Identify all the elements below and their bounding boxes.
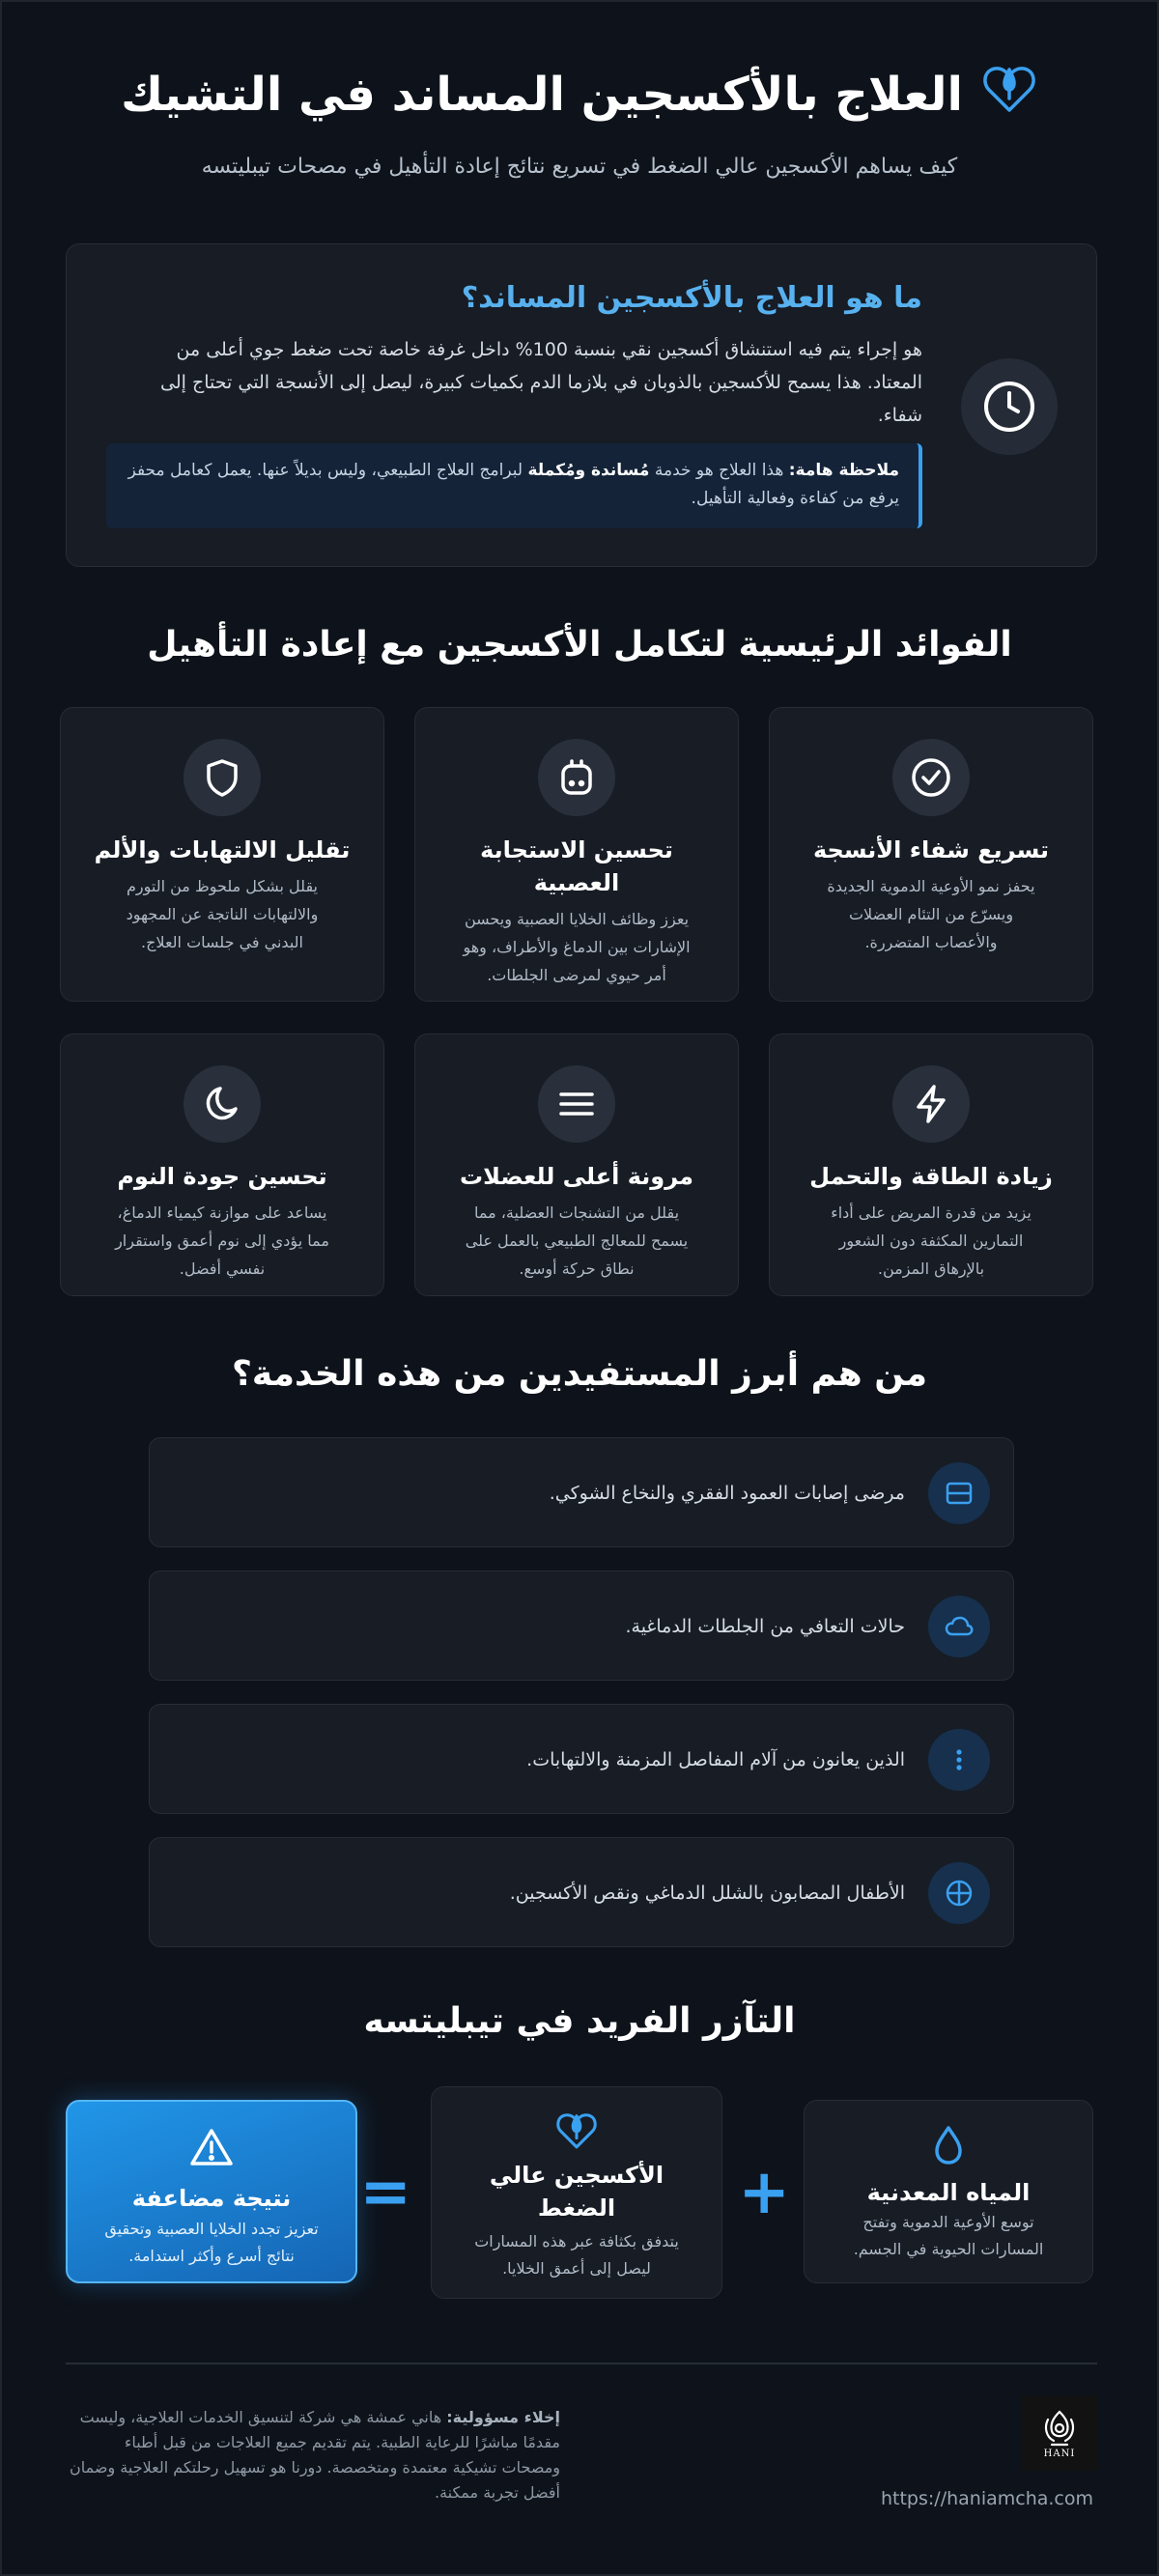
- benefit-title: تحسين جودة النوم: [117, 1163, 327, 1190]
- benefit-card: [60, 1033, 384, 1296]
- lightning-icon: [892, 1065, 970, 1143]
- benefit-desc: يحفز نمو الأوعية الدموية الجديدة ويسرّع من التئام العضلات والأعصاب المتضررة.: [827, 877, 1035, 951]
- benefit-card: [414, 707, 739, 1002]
- synergy-title: التآزر الفريد في تيبليتسه: [363, 2001, 796, 2041]
- warning-triangle-icon: [68, 2127, 355, 2171]
- note-bold: مُساندة ومُكملة: [527, 461, 650, 480]
- moon-icon: [184, 1065, 261, 1143]
- plus-sign: +: [738, 2157, 790, 2228]
- oxygen-card: [431, 2086, 722, 2299]
- heart-drop-icon: [980, 60, 1038, 129]
- benefit-card: [769, 707, 1093, 1002]
- brain-chip-icon: [538, 739, 615, 816]
- result-desc: تعزيز تجدد الخلايا العصبية وتحقيق نتائج أسرع وأكثر استدامة.: [104, 2220, 319, 2265]
- disclaimer-label: إخلاء مسؤولية:: [446, 2408, 560, 2426]
- benefit-card: [60, 707, 384, 1002]
- benefit-card: [769, 1033, 1093, 1296]
- menu-lines-icon: [538, 1065, 615, 1143]
- benefit-title: تسريع شفاء الأنسجة: [812, 836, 1050, 863]
- website-link[interactable]: https://haniamcha.com: [880, 2488, 1093, 2509]
- footer-divider: [66, 2363, 1097, 2364]
- beneficiary-row: [149, 1571, 1014, 1681]
- page-title-text: العلاج بالأكسجين المساند في التشيك: [121, 68, 963, 122]
- crosshair-circle-icon: [928, 1862, 990, 1924]
- benefit-desc: يساعد على موازنة كيمياء الدماغ، مما يؤدي إلى نوم أعمق واستقرار نفسي أفضل.: [115, 1203, 329, 1278]
- intro-heading: ما هو العلاج بالأكسجين المساند؟: [461, 281, 922, 315]
- result-card: [66, 2100, 357, 2283]
- benefit-title: تقليل الالتهابات والألم: [94, 836, 351, 863]
- page-title: [121, 60, 1038, 129]
- benefit-desc: يقلل بشكل ملحوظ من التورم والالتهابات الناتجة عن المجهود البدني في جلسات العلاج.: [126, 877, 319, 951]
- result-title: نتيجة مضاعفة: [131, 2185, 292, 2212]
- benefit-card: [414, 1033, 739, 1296]
- spine-icon: [928, 1462, 990, 1524]
- beneficiary-row: [149, 1837, 1014, 1947]
- shield-icon: [184, 739, 261, 816]
- beneficiary-row: [149, 1437, 1014, 1547]
- beneficiary-text: الأطفال المصابون بالشلل الدماغي ونقص الأكسجين.: [509, 1882, 905, 1904]
- disclaimer-text: هاني عمشة هي شركة لتنسيق الخدمات العلاجية، وليست مقدمًا مباشرًا للرعاية الطبية. يتم تقديم جميع العلاجات من قبل أطباء ومصحات تشيكية معتمدة ومتخصصة. دورنا هو تسهيل رحلتكم العلاجية وضمان أفضل تجربة ممكنة.: [70, 2408, 560, 2502]
- intro-body: هو إجراء يتم فيه استنشاق أكسجين نقي بنسبة 100% داخل غرفة خاصة تحت ضغط جوي أعلى من المعتاد. هذا يسمح للأكسجين بالذوبان في بلازما الدم بكميات كبيرة، ليصل إلى الأنسجة التي تحتاج إلى شفاء.: [160, 339, 922, 426]
- note-text-1: هذا العلاج هو خدمة: [649, 461, 789, 480]
- important-note: [106, 443, 922, 528]
- benefit-title: تحسين الاستجابة العصبية: [480, 836, 673, 896]
- note-label: ملاحظة هامة:: [788, 461, 899, 480]
- note-text-2: لبرامج العلاج الطبيعي، وليس بديلاً عنها. يعمل كعامل محفز يرفع من كفاءة وفعالية التأهيل.: [127, 461, 899, 508]
- beneficiary-text: الذين يعانون من آلام المفاصل المزمنة والالتهابات.: [526, 1749, 905, 1770]
- equals-sign: =: [359, 2157, 411, 2228]
- beneficiaries-title: من هم أبرز المستفيدين من هذه الخدمة؟: [232, 1354, 927, 1394]
- benefits-title: الفوائد الرئيسية لتكامل الأكسجين مع إعادة التأهيل: [147, 625, 1012, 665]
- synergy-card-title: المياه المعدنية: [866, 2179, 1031, 2206]
- synergy-card-desc: توسع الأوعية الدموية وتفتح المسارات الحيوية في الجسم.: [853, 2213, 1044, 2258]
- disclaimer: [66, 2405, 560, 2505]
- benefit-title: مرونة أعلى للعضلات: [459, 1163, 694, 1190]
- intro-card: [66, 243, 1097, 567]
- clock-icon: [961, 358, 1058, 455]
- synergy-card-desc: يتدفق بكثافة عبر هذه المسارات ليصل إلى أعمق الخلايا.: [474, 2232, 679, 2278]
- benefit-title: زيادة الطاقة والتحمل: [809, 1163, 1053, 1190]
- cloud-icon: [928, 1596, 990, 1657]
- synergy-card-title: الأكسجين عالي الضغط: [489, 2162, 664, 2222]
- beneficiary-text: مرضى إصابات العمود الفقري والنخاع الشوكي.: [549, 1483, 905, 1504]
- dots-vertical-icon: [928, 1729, 990, 1791]
- logo-text: HANI: [1043, 2448, 1076, 2459]
- page-header: [2, 60, 1157, 179]
- company-logo: [1022, 2395, 1097, 2471]
- water-drop-icon: [805, 2124, 1092, 2170]
- benefit-desc: يعزز وظائف الخلايا العصبية ويحسن الإشارات بين الدماغ والأطراف، وهو أمر حيوي لمرضى الجلطات.: [463, 910, 691, 984]
- beneficiary-row: [149, 1704, 1014, 1814]
- heart-drop-icon: [432, 2109, 721, 2157]
- check-circle-icon: [892, 739, 970, 816]
- beneficiary-text: حالات التعافي من الجلطات الدماغية.: [625, 1616, 905, 1637]
- mineral-water-card: [804, 2100, 1093, 2283]
- benefit-desc: يزيد من قدرة المريض على أداء التمارين المكثفة دون الشعور بالإرهاق المزمن.: [831, 1203, 1032, 1278]
- benefit-desc: يقلل من التشنجات العضلية، مما يسمح للمعالج الطبيعي بالعمل على نطاق حركة أوسع.: [465, 1203, 689, 1278]
- page-subtitle: كيف يساهم الأكسجين عالي الضغط في تسريع نتائج إعادة التأهيل في مصحات تيبليتسه: [201, 155, 958, 179]
